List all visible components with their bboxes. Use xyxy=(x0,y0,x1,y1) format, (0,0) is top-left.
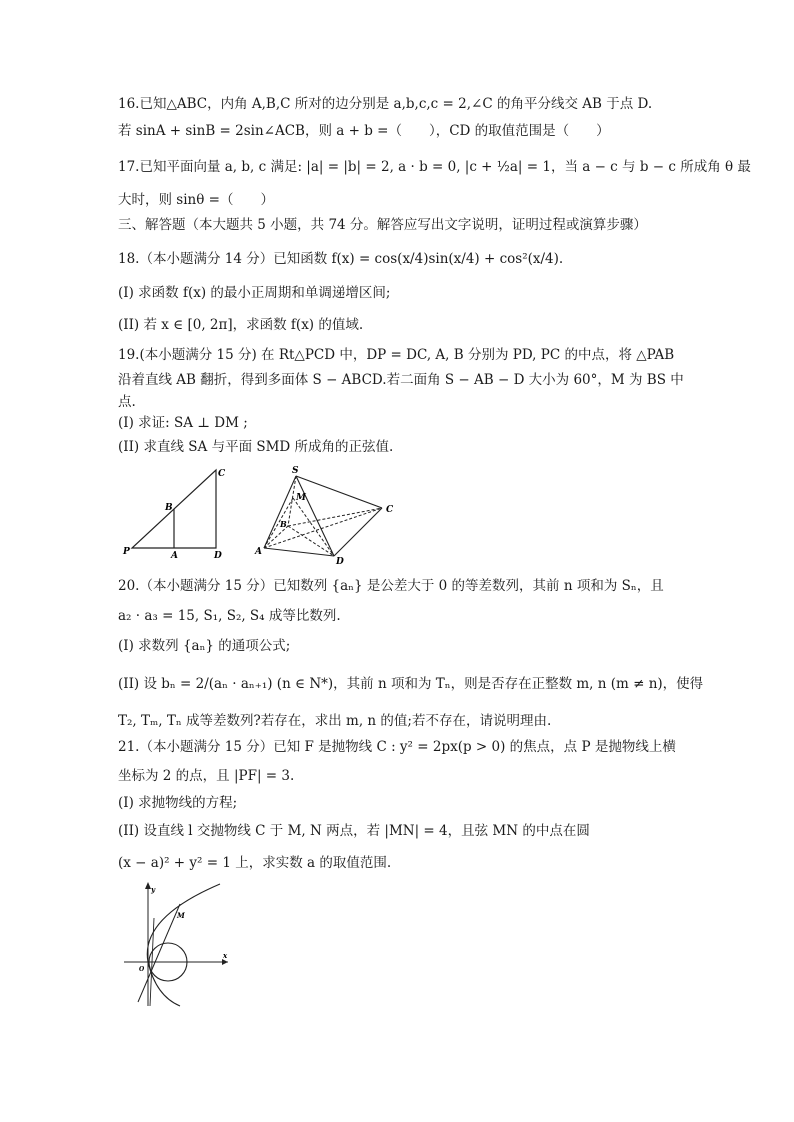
q18-stem: 18.（本小题满分 14 分）已知函数 f(x) = cos(x/4)sin(x/4) + cos²(x/4). xyxy=(118,251,564,267)
label-y-axis: y xyxy=(151,885,156,894)
q16-line1: 16.已知△ABC，内角 A,B,C 所对的边分别是 a,b,c,c = 2,∠C 的角平分线交 AB 于点 D. xyxy=(118,96,653,112)
label-d-solid: D xyxy=(336,557,344,567)
q16-line2: 若 sinA + sinB = 2sin∠ACB，则 a + b =（ ），CD 的取值范围是（ ） xyxy=(118,123,610,139)
label-d-flat: D xyxy=(214,551,222,561)
q21-line1: 21.（本小题满分 15 分）已知 F 是抛物线 C : y² = 2px(p > 0) 的焦点，点 P 是抛物线上横 xyxy=(118,739,676,755)
q21-part2-cont: (x − a)² + y² = 1 上，求实数 a 的取值范围. xyxy=(118,855,392,871)
q19-part1: (I) 求证: SA ⊥ DM ; xyxy=(118,415,248,431)
q21-part1: (I) 求抛物线的方程; xyxy=(118,795,238,811)
q19-part2: (II) 求直线 SA 与平面 SMD 所成角的正弦值. xyxy=(118,439,394,455)
label-x-axis: x xyxy=(223,951,228,960)
parabola-figure xyxy=(120,878,236,1010)
label-a-solid: A xyxy=(255,547,262,557)
q21-part2: (II) 设直线 l 交抛物线 C 于 M, N 两点，若 |MN| = 4，且弦 MN 的中点在圆 xyxy=(118,823,590,839)
label-c-solid: C xyxy=(386,505,394,515)
q17-line2: 大时，则 sinθ =（ ） xyxy=(118,192,274,208)
q19-line1: 19.(本小题满分 15 分) 在 Rt△PCD 中，DP = DC, A, B 分别为 PD, PC 的中点，将 △PAB xyxy=(118,347,675,363)
polyhedron-figure xyxy=(250,464,410,566)
label-s: S xyxy=(292,466,299,476)
label-b-solid: B xyxy=(280,519,287,529)
q20-line2: a₂ · a₃ = 15, S₁, S₂, S₄ 成等比数列. xyxy=(118,608,341,624)
label-p-flat: P xyxy=(123,547,130,557)
label-c-flat: C xyxy=(218,469,226,479)
q17-line1: 17.已知平面向量 a, b, c 满足: |a| = |b| = 2, a · b = 0, |c + ½a| = 1，当 a − c 与 b − c 所成角 θ 最 xyxy=(118,159,751,175)
label-m: M xyxy=(296,493,306,503)
label-b-flat: B xyxy=(165,503,173,513)
q18-part2: (II) 若 x ∈ [0, 2π]，求函数 f(x) 的值域. xyxy=(118,317,364,333)
q20-part2-cont: T₂, Tₘ, Tₙ 成等差数列?若存在，求出 m, n 的值;若不存在，请说明理由. xyxy=(118,713,552,729)
folded-triangle-figure xyxy=(118,464,228,560)
label-m-parabola: M xyxy=(177,911,185,920)
q19-line3: 点. xyxy=(118,394,136,410)
q18-part1: (I) 求函数 f(x) 的最小正周期和单调递增区间; xyxy=(118,285,391,301)
label-origin: O xyxy=(139,966,145,973)
q19-line2: 沿着直线 AB 翻折，得到多面体 S − ABCD.若二面角 S − AB − D 大小为 60°，M 为 BS 中 xyxy=(118,372,684,388)
q21-line2: 坐标为 2 的点，且 |PF| = 3. xyxy=(118,768,295,784)
q20-line1: 20.（本小题满分 15 分）已知数列 {aₙ} 是公差大于 0 的等差数列，其前 n 项和为 Sₙ，且 xyxy=(118,578,664,594)
label-a-flat: A xyxy=(171,551,178,561)
q20-part2: (II) 设 bₙ = 2/(aₙ · aₙ₊₁) (n ∈ N*)，其前 n 项和为 Tₙ，则是否存在正整数 m, n (m ≠ n)，使得 xyxy=(118,676,704,692)
section-heading: 三、解答题（本大题共 5 小题，共 74 分。解答应写出文字说明，证明过程或演算步骤） xyxy=(118,217,647,233)
q20-part1: (I) 求数列 {aₙ} 的通项公式; xyxy=(118,638,291,654)
